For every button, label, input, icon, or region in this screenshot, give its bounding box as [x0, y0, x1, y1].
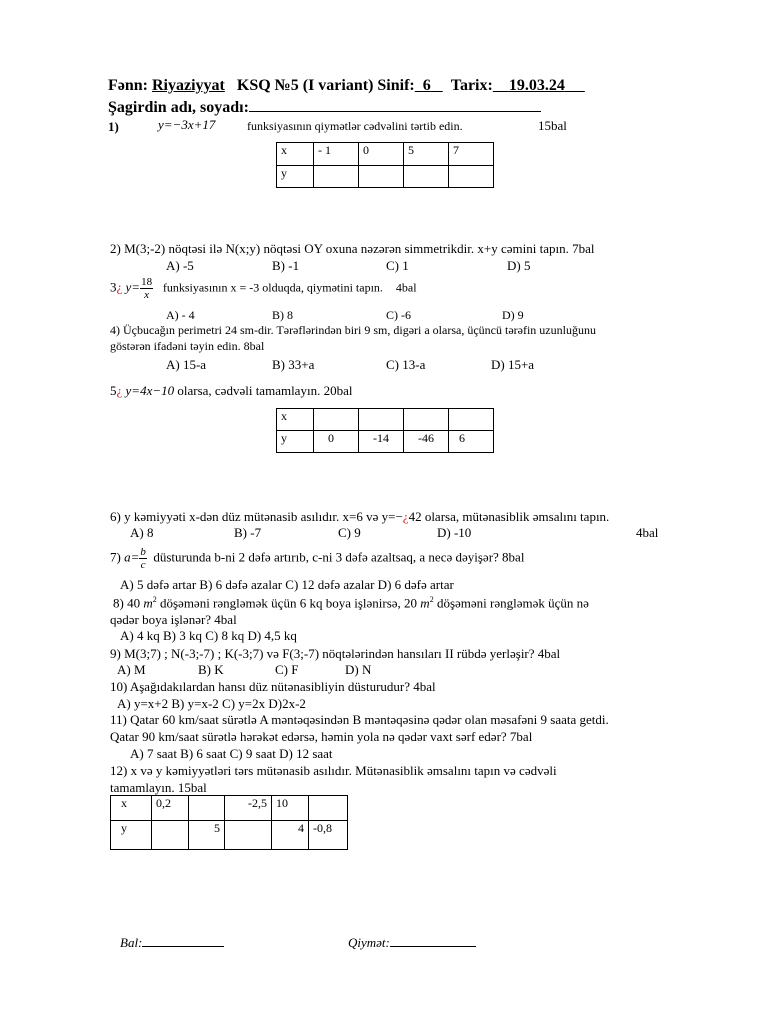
bal-blank[interactable] [142, 934, 224, 947]
q11-line1: 11) Qatar 60 km/saat sürətlə A məntəqəsindən B məntəqəsinə qədər olan məsafəni 9 saata getdi. [110, 712, 609, 727]
q9-option-c: C) F [275, 662, 299, 677]
q1-x-cell: 0 [359, 143, 404, 166]
q3-text: funksiyasının x = -3 olduqda, qiymətini tapın. [162, 280, 383, 295]
qiymet-label: Qiymət: [348, 935, 390, 950]
q1-x-label: x [277, 143, 314, 166]
q5-y-cell: 6 [449, 431, 494, 453]
q5-text: olarsa, cədvəli tamamlayın. 20bal [177, 383, 353, 398]
q4-option-a: A) 15-a [166, 357, 207, 372]
q5-y-label: y [277, 431, 314, 453]
q7-a-eq: a= [124, 549, 140, 565]
q12-x-cell: -2,5 [225, 796, 272, 821]
q3-glyph: ¿ [116, 279, 123, 295]
q6-points: 4bal [636, 525, 659, 540]
q5-y-cell: -14 [359, 431, 404, 453]
q5-line [110, 383, 352, 399]
q12-x-cell: 0,2 [152, 796, 189, 821]
qiymet-field [348, 934, 476, 951]
q5-number: 5 [110, 383, 117, 398]
q1-text: funksiyasının qiymətlər cədvəlini tərtib edin. [247, 119, 463, 133]
q1-y-label: y [277, 166, 314, 188]
q1-y-answer-cell[interactable] [359, 166, 404, 188]
bal-label: Bal: [120, 935, 143, 950]
q1-points: 15bal [538, 118, 567, 133]
q9-option-d: D) N [345, 662, 372, 677]
q12-line2: tamamlayın. 15bal [110, 780, 207, 795]
q3-option-d: D) 9 [502, 308, 524, 322]
q5-x-answer-cell[interactable] [359, 409, 404, 431]
q5-formula: y=4x−10 [125, 383, 175, 398]
q6-option-c: C) 9 [338, 525, 361, 540]
q2-option-b: B) -1 [272, 258, 300, 273]
q12-y-answer-cell[interactable] [225, 821, 272, 850]
q2-option-c: C) 1 [386, 258, 409, 273]
q1-x-cell: 7 [449, 143, 494, 166]
q8-options: A) 4 kq B) 3 kq C) 8 kq D) 4,5 kq [120, 628, 297, 643]
q4-option-b: B) 33+a [272, 357, 315, 372]
q3-option-c: C) -6 [386, 308, 411, 322]
q11-line2: Qatar 90 km/saat sürətlə hərəkət edərsə, həmin yola nə qədər vaxt sərf edər? 7bal [110, 729, 533, 744]
q7-text: düsturunda b-ni 2 dəfə artırıb, c-ni 3 dəfə azaltsaq, a necə dəyişər? 8bal [153, 549, 525, 565]
q3-fraction: $\frac{18}{x}$ [141, 276, 153, 301]
q5-glyph: ¿ [116, 383, 123, 398]
subject-value: Riyaziyyat [152, 77, 225, 94]
q11-options: A) 7 saat B) 6 saat C) 9 saat D) 12 saat [130, 746, 333, 761]
q4-line2: göstərən ifadəni təyin edin. 8bal [110, 339, 265, 353]
q3-number: 3 [110, 279, 117, 295]
q5-x-answer-cell[interactable] [314, 409, 359, 431]
q12-y-answer-cell[interactable] [152, 821, 189, 850]
q1-table [276, 142, 494, 188]
q3-y-eq: y= [125, 279, 141, 295]
bal-field [120, 934, 224, 951]
q5-x-answer-cell[interactable] [449, 409, 494, 431]
q6-option-b: B) -7 [234, 525, 262, 540]
q1-x-cell: 5 [404, 143, 449, 166]
q12-table [110, 795, 348, 850]
q7-options: A) 5 dəfə artar B) 6 dəfə azalar C) 12 dəfə azalar D) 6 dəfə artar [120, 577, 454, 592]
q12-x-answer-cell[interactable] [309, 796, 348, 821]
q7-number: 7) [110, 549, 121, 565]
ksq-label: KSQ №5 (I variant) [236, 77, 374, 94]
q4-option-d: D) 15+a [491, 357, 535, 372]
student-name-field[interactable] [249, 97, 541, 112]
class-label: Sinif: [377, 77, 415, 94]
q9-text: 9) M(3;7) ; N(-3;-7) ; K(-3;7) və F(3;-7) nöqtələrindən hansıları II rübdə yerləşir? 4bal [110, 646, 561, 661]
date-value: 19.03.24 [508, 77, 565, 94]
q12-y-cell: 5 [189, 821, 225, 850]
q1-y-answer-cell[interactable] [449, 166, 494, 188]
q12-x-cell: 10 [272, 796, 309, 821]
q6-option-d: D) -10 [437, 525, 472, 540]
q9-option-a: A) M [117, 662, 146, 677]
q7-line [110, 546, 524, 571]
q3-line [110, 276, 417, 301]
q1-y-answer-cell[interactable] [404, 166, 449, 188]
q1-x-cell: - 1 [314, 143, 359, 166]
q3-points: 4bal [395, 280, 417, 295]
q1-number: 1) [108, 119, 119, 134]
q2-text: 2) M(3;-2) nöqtəsi ilə N(x;y) nöqtəsi OY oxuna nəzərən simmetrikdir. x+y cəmini tapın. 7bal [110, 241, 595, 256]
q7-fraction: $\frac{b}{c}$ [140, 546, 146, 571]
q6-text: 6) y kəmiyyəti x-dən düz mütənasib asılıdır. x=6 və y=−¿42 olarsa, mütənasiblik əmsalını tapın. [110, 509, 610, 524]
q2-option-d: D) 5 [507, 258, 531, 273]
q2-option-a: A) -5 [166, 258, 194, 273]
q12-x-answer-cell[interactable] [189, 796, 225, 821]
q1-formula: y=−3x+17 [158, 117, 216, 132]
q12-x-label: x [111, 796, 152, 821]
q12-line1: 12) x və y kəmiyyətləri tərs mütənasib asılıdır. Mütənasiblik əmsalını tapın və cədvəli [110, 763, 557, 778]
q5-table [276, 408, 494, 453]
date-label: Tarix: [450, 77, 493, 94]
qiymet-blank[interactable] [390, 934, 476, 947]
q10-text: 10) Aşağıdakılardan hansı düz nütənasibliyin düsturudur? 4bal [110, 679, 436, 694]
student-label: Şagirdin adı, soyadı: [108, 99, 249, 116]
q12-y-cell: -0,8 [309, 821, 348, 850]
q3-option-a: A) - 4 [166, 308, 195, 322]
q4-line1: 4) Üçbucağın perimetri 24 sm-dir. Tərəflərindən biri 9 sm, digəri a olarsa, üçüncü tərəfin uzunluğunu [110, 323, 596, 337]
q8-line2: qədər boya işlənər? 4bal [110, 612, 237, 627]
q12-y-label: y [111, 821, 152, 850]
header-line-2 [108, 97, 541, 117]
q3-option-b: B) 8 [272, 308, 293, 322]
q8-line1: 8) 40 $m^2$ döşəməni rəngləmək üçün 6 kq boya işlənirsə, 20 $m^2$ döşəməni rəngləmək üçün nə [113, 595, 589, 611]
q5-x-answer-cell[interactable] [404, 409, 449, 431]
q5-y-cell: -46 [404, 431, 449, 453]
subject-label: Fənn: [108, 77, 148, 94]
q6-glyph: ¿ [402, 509, 409, 524]
class-value: 6 [422, 77, 431, 94]
q6-option-a: A) 8 [130, 525, 154, 540]
q10-options: A) y=x+2 B) y=x-2 C) y=2x D)2x-2 [117, 696, 306, 711]
q1-y-answer-cell[interactable] [314, 166, 359, 188]
q9-option-b: B) K [198, 662, 224, 677]
q12-y-cell: 4 [272, 821, 309, 850]
q4-option-c: C) 13-a [386, 357, 426, 372]
header-line-1 [108, 77, 585, 95]
q5-y-cell: 0 [314, 431, 359, 453]
q5-x-label: x [277, 409, 314, 431]
